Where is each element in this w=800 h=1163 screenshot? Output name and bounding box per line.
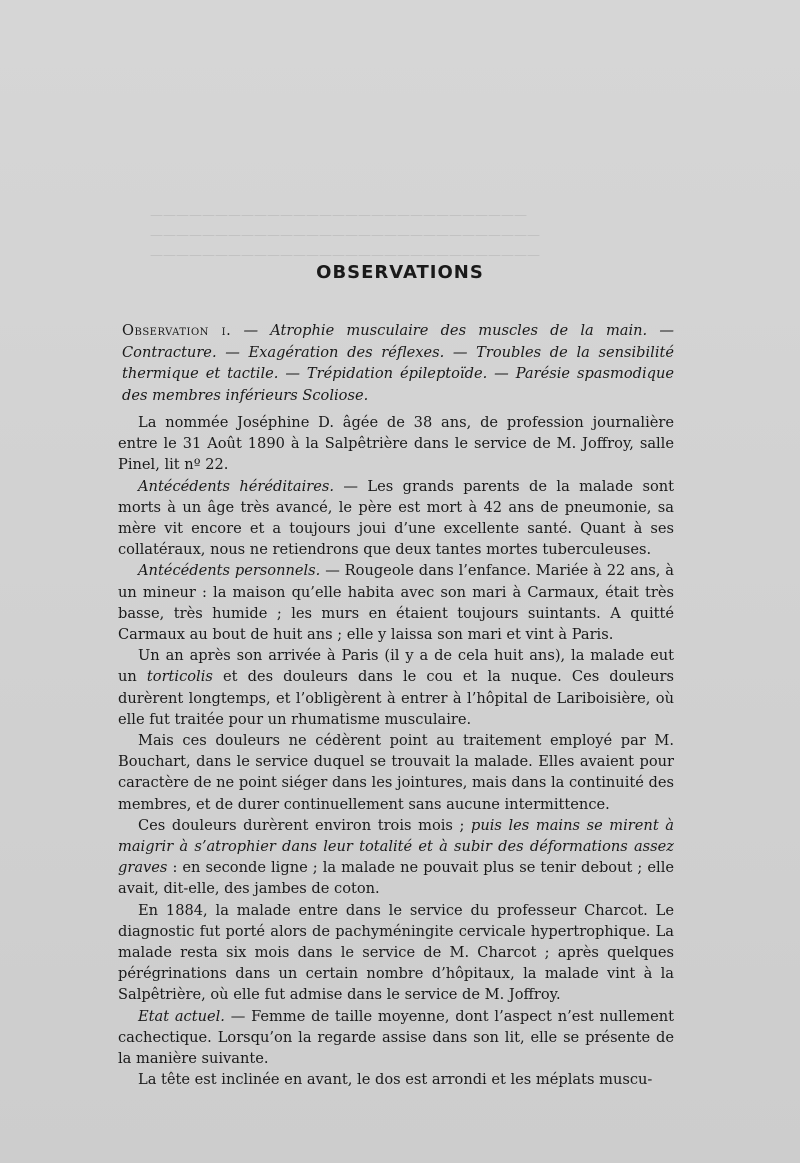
paragraph	[118, 730, 674, 815]
paragraph-text: — Rougeole dans l’enfance. Mariée à 22 ans, à un mineur : la maison qu’elle habita avec son mari à Carmaux, était très basse, très humide ; les murs en étaient toujours suintants. A quitté Carmaux au bout de huit ans ; elle y laissa son mari et vint à Paris.	[118, 562, 674, 644]
paragraph-text: La tête est inclinée en avant, le dos est arrondi et les méplats muscu-	[138, 1071, 653, 1089]
paragraph-text: : en seconde ligne ; la malade ne pouvait plus se tenir debout ; elle avait, dit-elle, des jambes de coton.	[118, 859, 674, 898]
paragraph-text: et des douleurs dans le cou et la nuque. Ces douleurs durèrent longtemps, et l’obligèrent à entrer à l’hôpital de Lariboisière, où elle fut traitée pour un rhumatisme musculaire.	[118, 668, 675, 728]
show-through-line: ——————————————————————————————	[150, 248, 540, 263]
paragraph	[118, 900, 674, 1006]
paragraph-text: Ces douleurs durèrent environ trois mois ;	[138, 816, 471, 834]
body-text	[118, 412, 674, 1091]
paragraph-emphasis: torticolis	[146, 668, 213, 686]
observation-title	[122, 320, 674, 406]
paragraph-text: En 1884, la malade entre dans le service du professeur Charcot. Le diagnostic fut porté alors de pachyméningite cervicale hypertrophique. La malade resta six mois dans le service de M. Charcot ; après quelques pérégrinations dans un certain nombre d’hôpitaux, la malade vint à la Salpêtrière, où elle fut admise dans le service de M. Joffroy.	[118, 901, 674, 1004]
paragraph	[118, 412, 674, 476]
observation-summary: — Atrophie musculaire des muscles de la main. — Contracture. — Exagération des réflexes. — Troubles de la sensibilité thermique et tactile. — Trépidation épileptoïde. — Parésie spasmodique des membres inférieurs Scoliose.	[122, 322, 675, 404]
paragraph-lead: Antécédents héréditaires.	[138, 477, 335, 495]
paragraph-text: Mais ces douleurs ne cédèrent point au traitement employé par M. Bouchart, dans le service duquel se trouvait la malade. Elles avaient pour caractère de ne point siéger dans les jointures, mais dans la continuité des membres, et de durer continuellement sans aucune intermittence.	[118, 732, 674, 813]
paragraph-emphasis: puis les mains se mirent à maigrir à s’atrophier dans leur totalité et à subir des déformations assez graves	[118, 816, 674, 877]
paragraph-text: Un an après son arrivée à Paris (il y a de cela huit ans), la malade eut un	[118, 647, 674, 686]
page-heading: OBSERVATIONS	[316, 262, 484, 283]
paragraph	[118, 560, 674, 645]
paragraph	[118, 1006, 674, 1070]
paragraph-text: La nommée Joséphine D. âgée de 38 ans, de profession journalière entre le 31 Août 1890 à la Salpêtrière dans le service de M. Joffroy, salle Pinel, lit nº 22.	[118, 414, 674, 474]
paragraph	[118, 645, 674, 730]
paragraph	[118, 815, 674, 900]
show-through-line: —————————————————————————————	[150, 208, 527, 223]
paragraph-lead: Antécédents personnels.	[138, 562, 321, 580]
paragraph-text: — Les grands parents de la malade sont morts à un âge très avancé, le père est mort à 42 ans de pneumonie, sa mère vit encore et a toujours joui d’une excellente santé. Quant à ses collatéraux, nous ne retiendrons que deux tantes mortes tuberculeuses.	[118, 477, 674, 559]
observation-label: Observation i.	[122, 322, 232, 339]
paragraph	[118, 1069, 674, 1090]
show-through-line: ——————————————————————————————	[150, 228, 540, 243]
paragraph-text: — Femme de taille moyenne, dont l’aspect n’est nullement cachectique. Lorsqu’on la regarde assise dans son lit, elle se présente de la manière suivante.	[118, 1007, 675, 1068]
paragraph	[118, 476, 674, 561]
paragraph-lead: Etat actuel.	[138, 1007, 225, 1025]
